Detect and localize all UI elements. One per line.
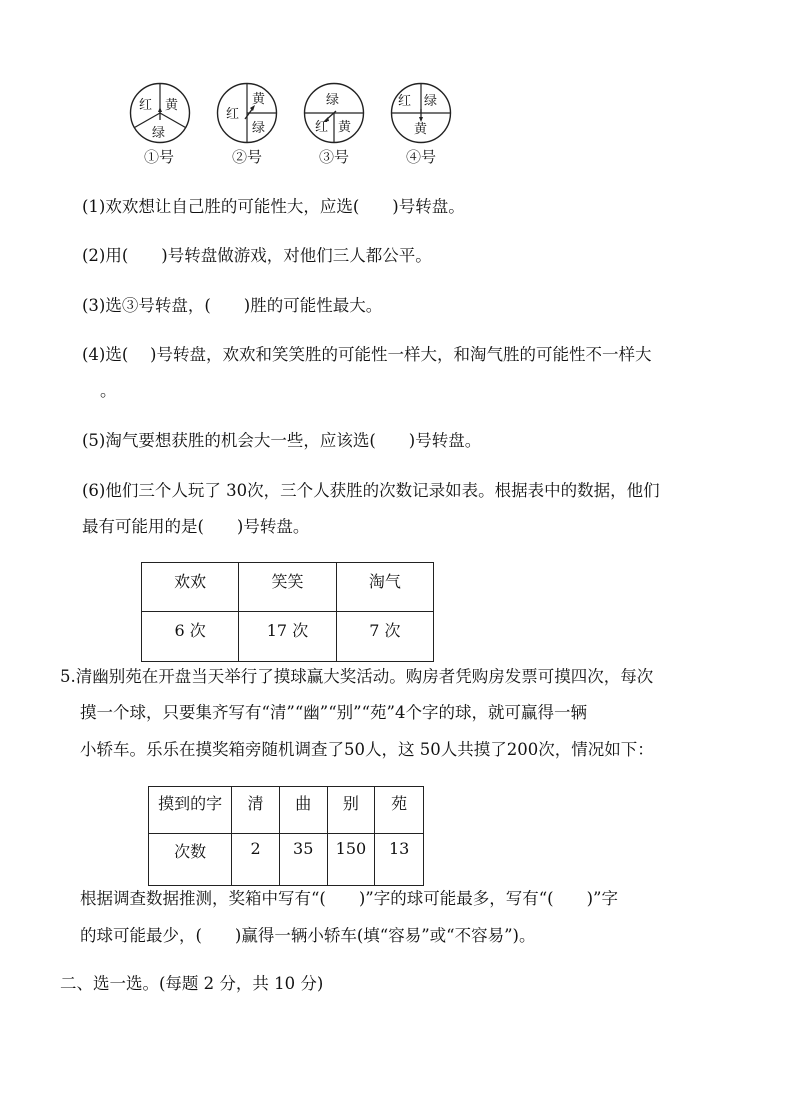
question-1: (1)欢欢想让自己胜的可能性大，应选( )号转盘。 bbox=[82, 197, 465, 216]
table-header-cell: 欢欢 bbox=[142, 563, 239, 612]
table-cell: 13 bbox=[375, 834, 424, 886]
spinner-1-caption: ①号 bbox=[144, 148, 175, 166]
table-header-cell: 苑 bbox=[375, 787, 424, 834]
table-header-cell: 笑笑 bbox=[239, 563, 336, 612]
table-cell: 7 次 bbox=[336, 612, 433, 662]
question-5: (5)淘气要想获胜的机会大一些，应该选( )号转盘。 bbox=[82, 431, 482, 450]
spinner-row bbox=[0, 0, 790, 170]
spinner-4-label-red: 红 bbox=[398, 94, 412, 109]
spinner-3-label-red: 红 bbox=[315, 120, 329, 135]
problem-5-line2: 摸一个球，只要集齐写有“清”“幽”“别”“苑”4个字的球，就可赢得一辆 bbox=[80, 703, 587, 722]
table-row bbox=[149, 787, 424, 834]
spinner-2-caption: ②号 bbox=[232, 148, 263, 166]
spinner-2-label-yellow: 黄 bbox=[252, 92, 266, 107]
table-header-cell: 淘气 bbox=[336, 563, 433, 612]
table-row bbox=[149, 834, 424, 886]
draw-count-table bbox=[148, 786, 424, 886]
win-count-table bbox=[141, 562, 434, 662]
spinner-4-label-yellow: 黄 bbox=[414, 122, 428, 137]
spinner-1-label-yellow: 黄 bbox=[165, 98, 179, 113]
table-header-cell: 清 bbox=[232, 787, 280, 834]
table-cell: 2 bbox=[232, 834, 280, 886]
spinner-2 bbox=[215, 81, 279, 145]
problem-5-line3: 小轿车。乐乐在摸奖箱旁随机调查了50人，这 50人共摸了200次，情况如下： bbox=[80, 740, 654, 759]
spinner-4 bbox=[389, 81, 453, 145]
table-cell: 17 次 bbox=[239, 612, 336, 662]
table-header-cell: 曲 bbox=[279, 787, 327, 834]
spinner-4-label-green: 绿 bbox=[424, 94, 438, 109]
table-header-cell: 别 bbox=[327, 787, 375, 834]
problem-5-after-line1: 根据调查数据推测，奖箱中写有“( )”字的球可能最多，写有“( )”字 bbox=[80, 889, 618, 908]
table-cell: 次数 bbox=[149, 834, 232, 886]
problem-5-line1: 5.清幽别苑在开盘当天举行了摸球赢大奖活动。购房者凭购房发票可摸四次，每次 bbox=[60, 667, 654, 686]
problem-5-after-line2: 的球可能最少，( )赢得一辆小轿车(填“容易”或“不容易”)。 bbox=[80, 926, 536, 945]
spinner-2-label-red: 红 bbox=[226, 107, 240, 122]
question-4-line1: (4)选( )号转盘，欢欢和笑笑胜的可能性一样大，和淘气胜的可能性不一样大 bbox=[82, 345, 652, 364]
section-2-heading: 二、选一选。(每题 2 分，共 10 分) bbox=[60, 974, 324, 993]
spinner-2-label-green: 绿 bbox=[252, 121, 266, 136]
table-cell: 150 bbox=[327, 834, 375, 886]
table-row bbox=[142, 563, 434, 612]
spinner-1 bbox=[128, 81, 192, 145]
table-row bbox=[142, 612, 434, 662]
table-header-cell: 摸到的字 bbox=[149, 787, 232, 834]
question-4-line2: 。 bbox=[100, 381, 117, 400]
spinner-3-label-green: 绿 bbox=[326, 93, 340, 108]
spinner-3 bbox=[302, 81, 366, 145]
table-cell: 35 bbox=[279, 834, 327, 886]
question-6-line1: (6)他们三个人玩了 30次，三个人获胜的次数记录如表。根据表中的数据，他们 bbox=[82, 481, 660, 500]
question-3: (3)选③号转盘，( )胜的可能性最大。 bbox=[82, 296, 383, 315]
spinner-4-caption: ④号 bbox=[406, 148, 437, 166]
spinner-3-label-yellow: 黄 bbox=[338, 120, 352, 135]
spinner-1-label-green: 绿 bbox=[152, 126, 166, 141]
table-cell: 6 次 bbox=[142, 612, 239, 662]
question-2: (2)用( )号转盘做游戏，对他们三人都公平。 bbox=[82, 246, 432, 265]
question-6-line2: 最有可能用的是( )号转盘。 bbox=[82, 517, 310, 536]
spinner-3-caption: ③号 bbox=[319, 148, 350, 166]
spinner-1-label-red: 红 bbox=[139, 98, 153, 113]
